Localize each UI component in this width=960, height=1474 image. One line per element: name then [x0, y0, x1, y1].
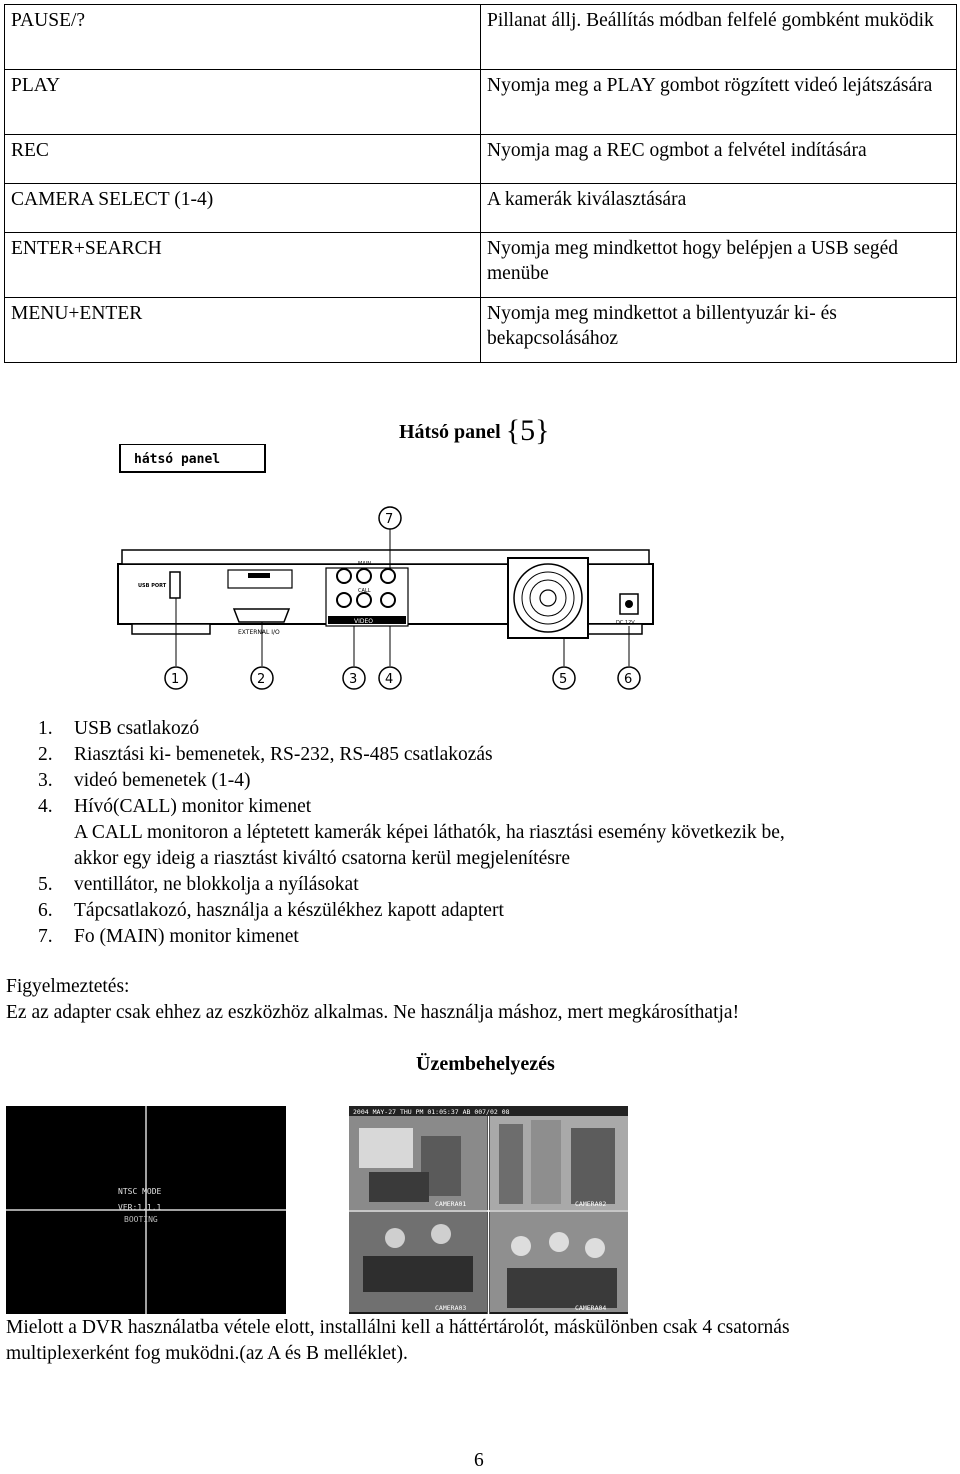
callout-7-label: 7: [385, 512, 394, 527]
key-cell: MENU+ENTER: [5, 298, 481, 363]
list-item: 1. USB csatlakozó: [38, 718, 200, 739]
figure-label: hátsó panel: [134, 452, 221, 467]
rear-panel-title: Hátsó panel: [399, 421, 501, 443]
key-cell: PLAY: [5, 70, 481, 135]
rear-panel-heading: [399, 414, 550, 448]
bnc-1: [337, 569, 351, 583]
page-number: 6: [474, 1450, 484, 1471]
cam-label: CAMERA02: [575, 1200, 607, 1208]
key-cell: CAMERA SELECT (1-4): [5, 184, 481, 233]
cam4-desk: [507, 1268, 617, 1308]
install-heading: Üzembehelyezés: [416, 1053, 555, 1075]
video-label: VIDEO: [354, 618, 374, 625]
cam-label: CAMERA03: [435, 1304, 467, 1312]
desc-cell: A kamerák kiválasztására: [481, 184, 957, 233]
desc-cell: Nyomja mag a REC ogmbot a felvétel indítására: [481, 135, 957, 184]
table-row: [5, 5, 957, 70]
callout-6-label: 6: [624, 672, 633, 687]
table-row: [5, 298, 957, 363]
rear-panel-diagram: [114, 444, 662, 690]
usb-port-label: USB PORT: [138, 583, 167, 589]
cam-label: CAMERA01: [435, 1200, 467, 1208]
cam2-building: [571, 1128, 615, 1204]
osd-text: 2004 MAY-27 THU PM 01:05:37 AB 007/02 08: [353, 1108, 510, 1116]
key-cell: REC: [5, 135, 481, 184]
desc-cell: Nyomja meg mindkettot hogy belépjen a USB segéd menübe: [481, 233, 957, 298]
external-io-connector: [234, 609, 289, 622]
boot-line-3: BOOTING: [124, 1215, 158, 1224]
bnc-main: [357, 569, 371, 583]
cam1-desk: [369, 1172, 429, 1202]
boot-line-1: NTSC MODE: [118, 1187, 162, 1196]
connector-list: [38, 716, 785, 950]
bnc-2: [381, 569, 395, 583]
warning-label-band: [248, 573, 270, 578]
list-item: 4. Hívó(CALL) monitor kimenet: [38, 796, 312, 817]
desc-cell: Pillanat állj. Beállítás módban felfelé gombként muködik: [481, 5, 957, 70]
callout-2-label: 2: [257, 672, 266, 687]
cam3-person: [385, 1228, 405, 1248]
bnc-call: [357, 593, 371, 607]
cam4-person: [585, 1238, 605, 1258]
bnc-4: [381, 593, 395, 607]
dvr-foot-left: [132, 624, 210, 634]
table-row: [5, 135, 957, 184]
warning-text: Ez az adapter csak ehhez az eszközhöz alkalmas. Ne használja máshoz, mert megkárosíthatja!: [6, 1002, 740, 1023]
external-io-label: EXTERNAL I/O: [238, 629, 280, 636]
list-item: 3. videó bemenetek (1-4): [38, 770, 251, 791]
button-function-table: [4, 4, 957, 363]
bnc-3: [337, 593, 351, 607]
callout-1-label: 1: [171, 672, 180, 687]
list-item: A CALL monitoron a léptetett kamerák képei láthatók, ha riasztási esemény következik be,: [74, 822, 785, 843]
desc-cell: Nyomja meg a PLAY gombot rögzített videó lejátszására: [481, 70, 957, 135]
table-row: [5, 184, 957, 233]
warning-label: [228, 570, 292, 588]
cam4-person: [511, 1236, 531, 1256]
key-cell: PAUSE/?: [5, 5, 481, 70]
table-row: [5, 70, 957, 135]
main-label: MAIN: [358, 561, 371, 567]
list-item: 7. Fo (MAIN) monitor kimenet: [38, 926, 299, 947]
table-row: [5, 233, 957, 298]
list-item: 5. ventillátor, ne blokkolja a nyílásokat: [38, 874, 359, 895]
rear-panel-ref: {5}: [505, 414, 550, 447]
callout-4-label: 4: [385, 672, 394, 687]
cam2-building: [499, 1124, 523, 1204]
key-cell: ENTER+SEARCH: [5, 233, 481, 298]
install-text-line-1: Mielott a DVR használatba vétele elott, installálni kell a háttértárolót, máskülönben csak 4 csatornás: [6, 1317, 790, 1338]
call-label: CALL: [358, 588, 371, 594]
cam4-person: [549, 1232, 569, 1252]
fan-hub: [540, 590, 556, 606]
warning-title: Figyelmeztetés:: [6, 976, 130, 997]
list-item: 2. Riasztási ki- bemenetek, RS-232, RS-485 csatlakozás: [38, 744, 493, 765]
cam3-table: [363, 1256, 473, 1292]
cam1-window: [359, 1128, 413, 1168]
boot-line-2: VER:1.1.1: [118, 1203, 162, 1212]
desc-cell: Nyomja meg mindkettot a billentyuzár ki- és bekapcsolásához: [481, 298, 957, 363]
boot-screen-image: [6, 1106, 286, 1314]
cam3-person: [431, 1224, 451, 1244]
callout-3-label: 3: [349, 672, 358, 687]
cam2-building: [531, 1120, 561, 1204]
list-item: 6. Tápcsatlakozó, használja a készülékhez kapott adaptert: [38, 900, 504, 921]
cam-label: CAMERA04: [575, 1304, 607, 1312]
dc-label: DC 12V: [616, 620, 635, 626]
list-item: akkor egy ideig a riasztást kiváltó csatorna kerül megjelenítésre: [74, 848, 570, 869]
quad-view-image: [349, 1106, 628, 1314]
install-text-line-2: multiplexerként fog muködni.(az A és B melléklet).: [6, 1343, 408, 1364]
callout-5-label: 5: [559, 672, 568, 687]
usb-port: [170, 572, 180, 598]
dc-jack-pin: [625, 600, 633, 608]
